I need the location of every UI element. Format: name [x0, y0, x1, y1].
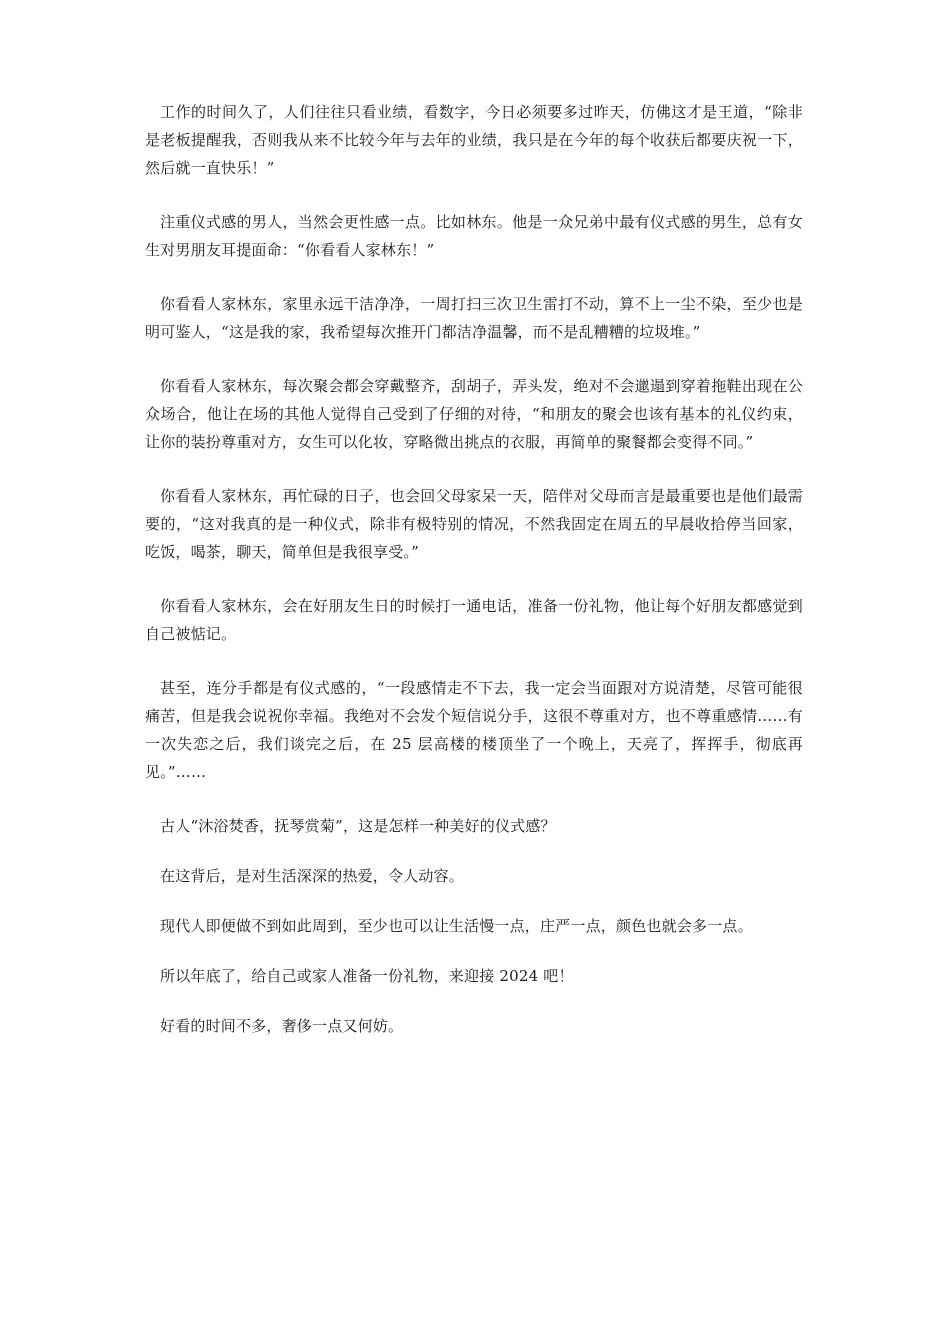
paragraph-7: 甚至，连分手都是有仪式感的，“一段感情走不下去，我一定会当面跟对方说清楚，尽管可能很痛苦，但是我会说祝你幸福。我绝对不会发个短信说分手，这很不尊重对方，也不尊重感情……有一次失恋之后，我们谈完之后，在 25 层高楼的楼顶坐了一个晚上，天亮了，挥挥手，彻底再见。”……: [145, 679, 803, 781]
paragraph-10: 现代人即便做不到如此周到，至少也可以让生活慢一点，庄严一点，颜色也就会多一点。: [160, 917, 753, 935]
paragraph-3: 你看看人家林东，家里永远干洁净净，一周打扫三次卫生雷打不动，算不上一尘不染，至少也是明可鉴人，“这是我的家，我希望每次推开门都洁净温馨，而不是乱糟糟的垃圾堆。”: [145, 295, 803, 341]
document-body: [145, 98, 803, 1062]
paragraph-9: 在这背后，是对生活深深的热爱，令人动容。: [160, 867, 465, 885]
paragraph-12: 好看的时间不多，奢侈一点又何妨。: [160, 1017, 404, 1035]
paragraph-11: 所以年底了，给自己或家人准备一份礼物，来迎接 2024 吧！: [160, 967, 574, 985]
paragraph-8: 古人“沐浴焚香，抚琴赏菊”，这是怎样一种美好的仪式感？: [160, 817, 556, 835]
paragraph-4: 你看看人家林东，每次聚会都会穿戴整齐，刮胡子，弄头发，绝对不会邋遢到穿着拖鞋出现在公众场合，他让在场的其他人觉得自己受到了仔细的对待，“和朋友的聚会也该有基本的礼仪约束，让你的装扮尊重对方，女生可以化妆，穿略微出挑点的衣服，再简单的聚餐都会变得不同。”: [145, 377, 803, 451]
paragraph-2: 注重仪式感的男人，当然会更性感一点。比如林东。他是一众兄弟中最有仪式感的男生，总有女生对男朋友耳提面命：“你看看人家林东！”: [145, 213, 803, 259]
paragraph-5: 你看看人家林东，再忙碌的日子，也会回父母家呆一天，陪伴对父母而言是最重要也是他们最需要的，“这对我真的是一种仪式，除非有极特别的情况，不然我固定在周五的早晨收拾停当回家，吃饭，喝茶，聊天，简单但是我很享受。”: [145, 487, 803, 561]
paragraph-6: 你看看人家林东，会在好朋友生日的时候打一通电话，准备一份礼物，他让每个好朋友都感觉到自己被惦记。: [145, 597, 803, 643]
paragraph-1: 工作的时间久了，人们往往只看业绩，看数字，今日必须要多过昨天，仿佛这才是王道，“除非是老板提醒我，否则我从来不比较今年与去年的业绩，我只是在今年的每个收获后都要庆祝一下，然后就一直快乐！”: [145, 103, 803, 177]
